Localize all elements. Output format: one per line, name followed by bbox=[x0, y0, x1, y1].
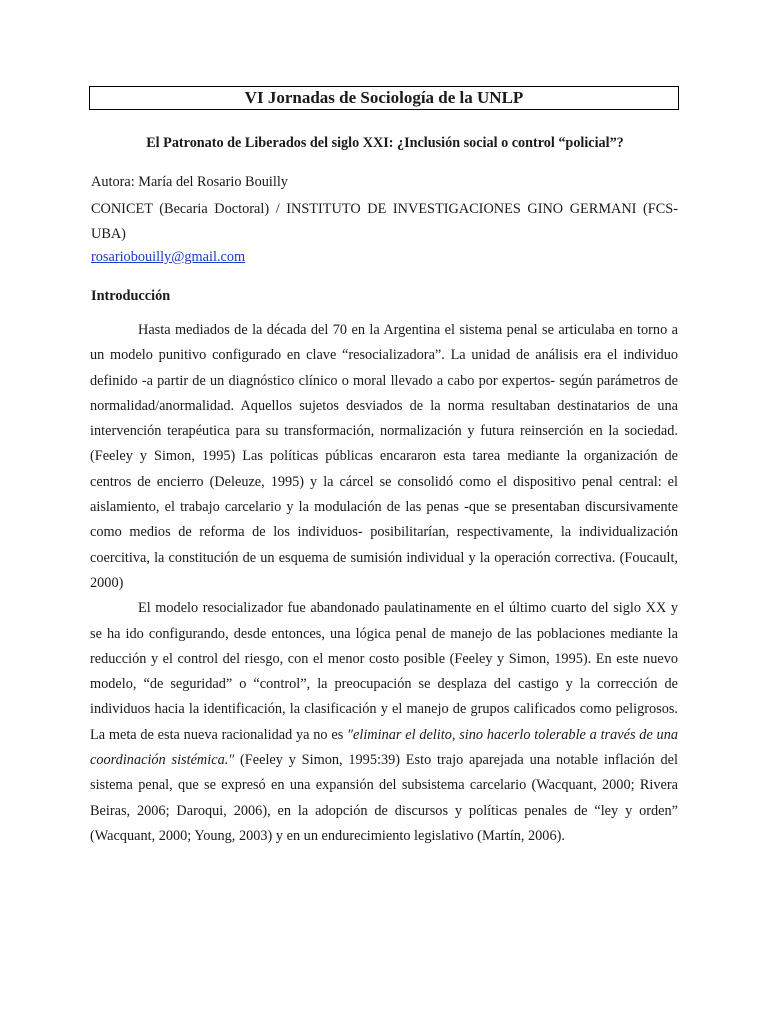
paragraph-1: Hasta mediados de la década del 70 en la Argentina el sistema penal se articulaba en torno a un modelo punitivo configurado en clave “resocializadora”. La unidad de análisis era el individuo definido -a partir de un diagnóstico clínico o moral llevado a cabo por expertos- según parámetros de normalidad/anormalidad. Aquellos sujetos desviados de la norma resultaban destinatarios de una intervención terapéutica para su transformación, normalización y futura reinserción en la sociedad. (Feeley y Simon, 1995) Las políticas públicas encararon esta tarea mediante la organización de centros de encierro (Deleuze, 1995) y la cárcel se consolidó como el dispositivo penal central: el aislamiento, el trabajo carcelario y la modulación de las penas -que se presentaban discursivamente como medios de reforma de los individuos- posibilitarían, respectivamente, la individualización coercitiva, la constitución de un esquema de sumisión individual y la operación correctiva. (Foucault, 2000) bbox=[90, 322, 678, 591]
paragraph-2-text-a: El modelo resocializador fue abandonado paulatinamente en el último cuarto del siglo XX y se ha ido configurando, desde entonces, una lógica penal de manejo de las poblaciones mediante la reducción y el control del riesgo, con el menor costo posible (Feeley y Simon, 1995). En este nuevo modelo, “de seguridad” o “control”, la preocupación se desplaza del castigo y la corrección de individuos hacia la identificación, la clasificación y el manejo de grupos calificados como peligrosos. La meta de esta nueva racionalidad ya no es bbox=[90, 600, 678, 743]
conference-title: VI Jornadas de Sociología de la UNLP bbox=[244, 88, 524, 107]
author-email-link[interactable]: rosariobouilly@gmail.com bbox=[91, 249, 246, 265]
body-text bbox=[90, 318, 678, 849]
paper-title: El Patronato de Liberados del siglo XXI: ¿Inclusión social o control “policial”? bbox=[146, 135, 624, 151]
institution-line: CONICET (Becaria Doctoral) / INSTITUTO DE INVESTIGACIONES GINO GERMANI (FCS-UBA) bbox=[91, 201, 678, 242]
section-heading: Introducción bbox=[91, 288, 171, 304]
conference-header bbox=[89, 86, 679, 110]
paragraph-2-quote: ″eliminar el delito, sino hacerlo tolerable a través de una coordinación sistémica.″ bbox=[90, 726, 679, 769]
author-line: Autora: María del Rosario Bouilly bbox=[91, 174, 288, 190]
paragraph-2-text-b: (Feeley y Simon, 1995:39) Esto trajo aparejada una notable inflación del sistema penal, que se expresó en una expansión del subsistema carcelario (Wacquant, 2000; Rivera Beiras, 2006; Daroqui, 2006), en la adopción de discursos y políticas penales de “ley y orden” (Wacquant, 2000; Young, 2003) y en un endurecimiento legislativo (Martín, 2006). bbox=[90, 752, 678, 844]
paragraph-2 bbox=[90, 596, 678, 849]
